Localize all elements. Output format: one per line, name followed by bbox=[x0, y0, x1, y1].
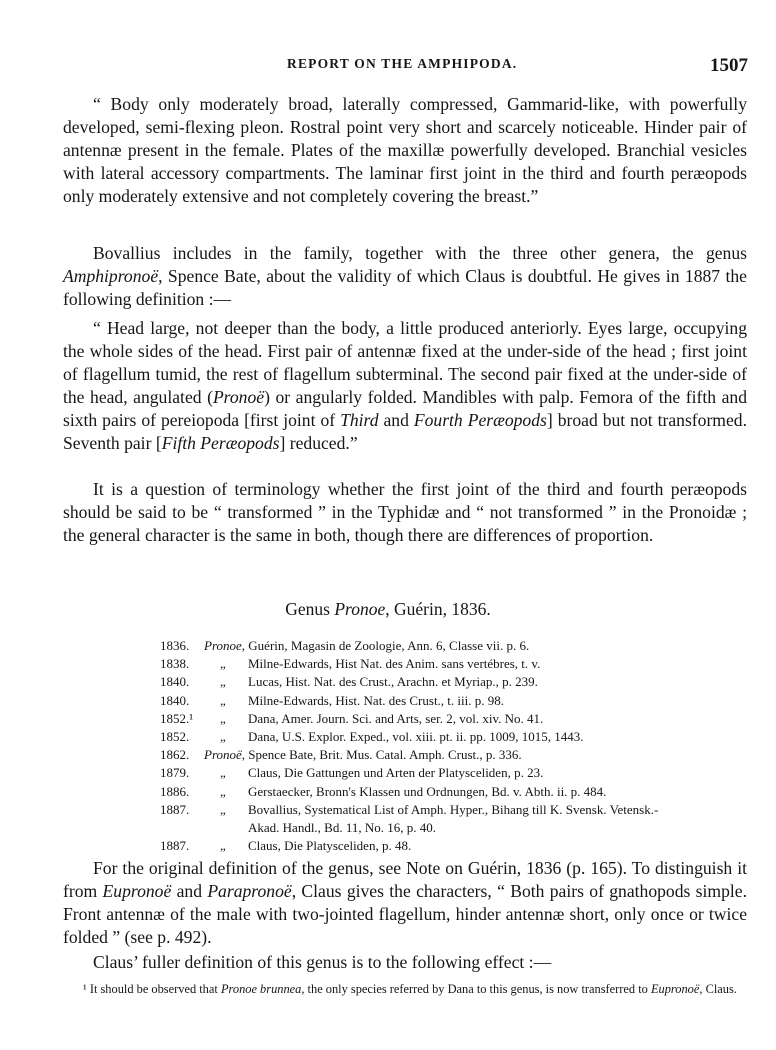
synonymy-year: 1852.¹ bbox=[160, 710, 194, 726]
footnote-genus: Eupronoë bbox=[650, 982, 700, 996]
synonymy-continuation bbox=[160, 819, 760, 837]
genus-heading bbox=[0, 599, 776, 620]
synonymy-reference: Dana, U.S. Explor. Exped., vol. xiii. pt. ii. pp. 1009, 1015, 1443. bbox=[248, 729, 584, 745]
term-third: Third bbox=[340, 410, 379, 430]
synonymy-year: 1840. bbox=[160, 692, 190, 708]
footnote-text2: , the only species referred by Dana to this genus, is now transferred to bbox=[301, 982, 651, 996]
quote-amphipronoe-definition bbox=[63, 317, 747, 455]
quote2-text3: ] broad but not transformed. Seventh pair [ bbox=[63, 410, 747, 453]
genus-heading-name: Pronoe bbox=[334, 599, 386, 619]
paragraph-terminology: It is a question of terminology whether the first joint of the third and fourth peræopods should be said to be “ transformed ” in the Typhidæ and “ not transformed ” in the Pronoidæ ; the general character is the same in both, though there are differences of proportion. bbox=[63, 479, 747, 545]
synonymy-reference: Claus, Die Gattungen und Arten der Platysceliden, p. 23. bbox=[248, 765, 544, 781]
quote2-text4: ] reduced.” bbox=[279, 433, 358, 453]
synonymy-reference: Akad. Handl., Bd. 11, No. 16, p. 40. bbox=[248, 820, 437, 836]
footnote-text3: , Claus. bbox=[699, 982, 737, 996]
synonymy-reference: Gerstaecker, Bronn's Klassen und Ordnungen, Bd. v. Abth. ii. p. 484. bbox=[248, 783, 607, 799]
synonymy-entry bbox=[160, 746, 760, 764]
ditto-mark: „ bbox=[220, 765, 226, 781]
synonymy-entry bbox=[160, 655, 760, 673]
genus-name-amphipronoe: Amphipronoë bbox=[63, 266, 159, 286]
paragraph-original-definition bbox=[63, 857, 747, 949]
synonymy-entry bbox=[160, 637, 760, 655]
genus-heading-prefix: Genus bbox=[285, 599, 335, 619]
synonymy-year: 1886. bbox=[160, 783, 190, 799]
para5-text2: , Claus gives the characters, “ Both pairs of gnathopods simple. Front antennæ of the male with two-jointed flagellum, hinder antennæ short, only once or twice folded ” (see p. 492). bbox=[63, 881, 747, 947]
synonymy-year: 1852. bbox=[160, 729, 190, 745]
paragraph-bovallius bbox=[63, 242, 747, 311]
synonymy-reference bbox=[204, 637, 529, 655]
footnote bbox=[63, 980, 747, 998]
synonymy-year: 1879. bbox=[160, 765, 190, 781]
term-fifth-peraeopods: Fifth Peræopods bbox=[161, 433, 280, 453]
footnote-text1: It should be observed that bbox=[86, 982, 221, 996]
synonymy-genus: Pronoë bbox=[204, 747, 242, 763]
synonymy-list bbox=[160, 637, 760, 855]
synonymy-reference: Milne-Edwards, Hist. Nat. des Crust., t. iii. p. 98. bbox=[248, 692, 505, 708]
synonymy-entry bbox=[160, 728, 760, 746]
ditto-mark: „ bbox=[220, 838, 226, 854]
synonymy-year: 1836. bbox=[160, 638, 190, 653]
ditto-mark: „ bbox=[220, 729, 226, 745]
para5-and: and bbox=[171, 881, 208, 901]
synonymy-reference: Dana, Amer. Journ. Sci. and Arts, ser. 2, vol. xiv. No. 41. bbox=[248, 710, 544, 726]
ditto-mark: „ bbox=[220, 783, 226, 799]
ditto-mark: „ bbox=[220, 656, 226, 672]
synonymy-reference: Lucas, Hist. Nat. des Crust., Arachn. et Myriap., p. 239. bbox=[248, 674, 538, 690]
genus-name-eupronoe: Eupronoë bbox=[102, 881, 172, 901]
genus-heading-suffix: , Guérin, 1836. bbox=[385, 599, 491, 619]
synonymy-year: 1840. bbox=[160, 674, 190, 690]
ditto-mark: „ bbox=[220, 674, 226, 690]
ditto-mark: „ bbox=[220, 710, 226, 726]
synonymy-reference: Bovallius, Systematical List of Amph. Hyper., Bihang till K. Svensk. Vetensk.- bbox=[248, 801, 659, 817]
term-fourth-peraeopods: Fourth Peræopods bbox=[413, 410, 547, 430]
synonymy-entry bbox=[160, 673, 760, 691]
para2-text-before: Bovallius includes in the family, together with the three other genera, the genus bbox=[93, 243, 747, 263]
quote2-text1: “ Head large, not deeper than the body, a little produced anteriorly. Eyes large, occupying the whole sides of the head. First pair of antennæ fixed at the under-side of the head ; first joint of flagellum tumid, the rest of flagellum subterminal. The second pair fixed at the under-side of the head, angulated ( bbox=[63, 318, 747, 407]
synonymy-reference-text: , Spence Bate, Brit. Mus. Catal. Amph. Crust., p. 336. bbox=[241, 747, 522, 763]
page-number: 1507 bbox=[710, 55, 748, 76]
synonymy-reference bbox=[204, 746, 522, 764]
running-header: REPORT ON THE AMPHIPODA. bbox=[287, 56, 518, 71]
footnote-species: Pronoe brunnea bbox=[220, 982, 302, 996]
synonymy-reference: Milne-Edwards, Hist Nat. des Anim. sans vertébres, t. v. bbox=[248, 656, 541, 672]
genus-name-pronoe: Pronoë bbox=[212, 387, 265, 407]
quote2-text2: ) or angularly folded. Mandibles with palp. Femora of the fifth and sixth pairs of pereiopoda [first joint of bbox=[63, 387, 747, 430]
quote2-and: and bbox=[378, 410, 414, 430]
para2-text-after: , Spence Bate, about the validity of which Claus is doubtful. He gives in 1887 the following definition :— bbox=[63, 266, 747, 309]
synonymy-entry bbox=[160, 801, 760, 819]
ditto-mark: „ bbox=[220, 801, 226, 817]
genus-name-parapronoe: Parapronoë bbox=[207, 881, 292, 901]
synonymy-year: 1887. bbox=[160, 801, 190, 817]
synonymy-entry bbox=[160, 837, 760, 855]
synonymy-entry bbox=[160, 783, 760, 801]
footnote-marker: ¹ bbox=[83, 982, 87, 996]
para5-text1: For the original definition of the genus, see Note on Guérin, 1836 (p. 165). To distinguish it from bbox=[63, 858, 747, 901]
ditto-mark: „ bbox=[220, 692, 226, 708]
synonymy-year: 1862. bbox=[160, 747, 190, 763]
paragraph-claus-definition: Claus’ fuller definition of this genus is to the following effect :— bbox=[93, 952, 552, 972]
synonymy-genus: Pronoe bbox=[204, 638, 242, 653]
synonymy-entry bbox=[160, 764, 760, 782]
quote-family-definition: “ Body only moderately broad, laterally compressed, Gammarid-like, with powerfully developed, semi-flexing pleon. Rostral point very short and scarcely noticeable. Hinder pair of antennæ present in the female. Plates of the maxillæ powerfully developed. Branchial vesicles with lateral accessory compartments. The laminar first joint in the third and fourth peræopods only moderately extensive and not completely covering the breast.” bbox=[63, 94, 747, 206]
synonymy-reference: Claus, Die Platysceliden, p. 48. bbox=[248, 838, 412, 854]
synonymy-year: 1887. bbox=[160, 838, 190, 854]
synonymy-entry bbox=[160, 710, 760, 728]
synonymy-reference-text: , Guérin, Magasin de Zoologie, Ann. 6, Classe vii. p. 6. bbox=[241, 638, 530, 653]
synonymy-year: 1838. bbox=[160, 656, 190, 672]
synonymy-entry bbox=[160, 692, 760, 710]
